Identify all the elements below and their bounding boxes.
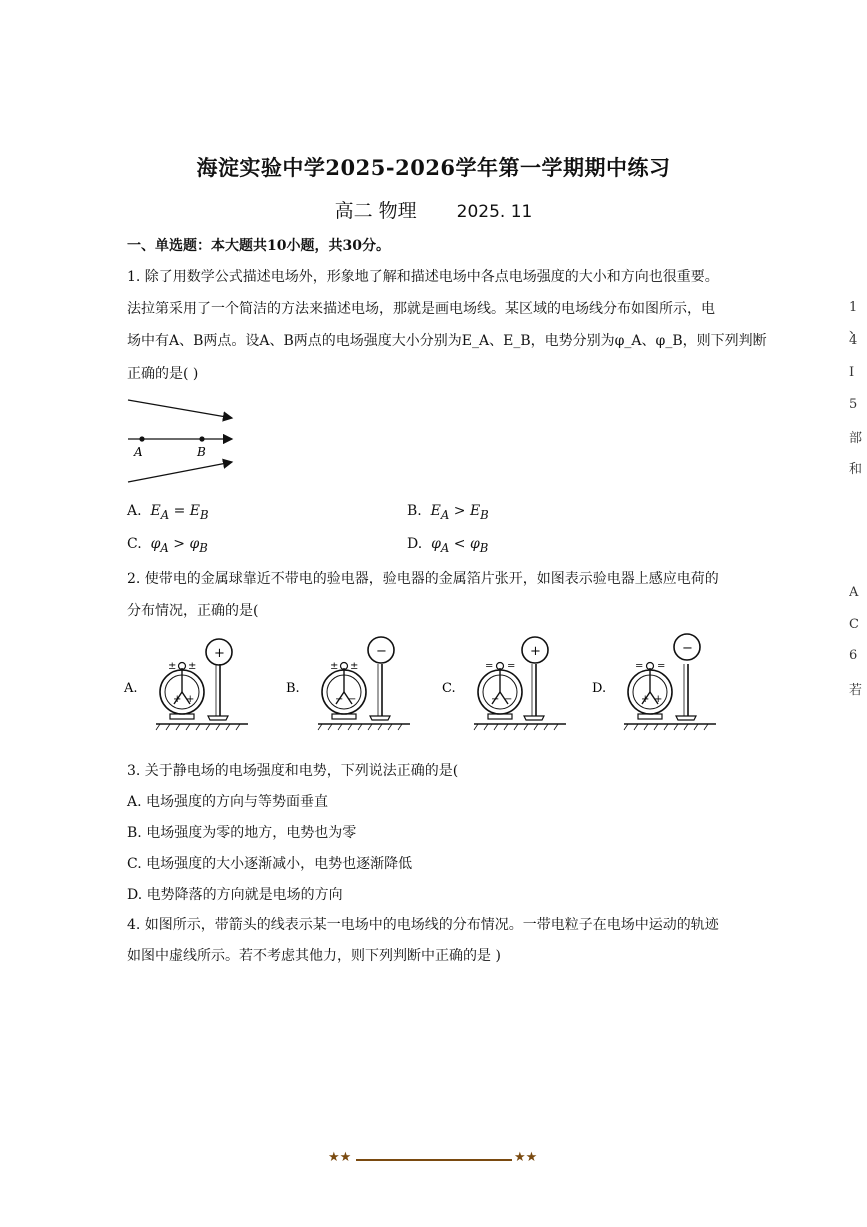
electroscope-option-a (123, 639, 248, 730)
q2-option-c-label: C. (442, 681, 456, 696)
svg-text:+: + (186, 694, 195, 705)
ball-sign-a: + (214, 646, 225, 661)
grade-subject: 高二 物理 (334, 200, 417, 222)
point-a-dot (139, 436, 144, 441)
point-b-label: B (197, 445, 206, 459)
q1-option-b-label: B. (407, 503, 422, 519)
svg-text:±: ± (168, 661, 177, 672)
edge-fragment: 4 (849, 333, 858, 348)
electroscope-option-d (592, 634, 716, 730)
edge-fragment: 和 (849, 462, 863, 477)
page-subtitle (0, 196, 867, 223)
q2-electroscope-figures (120, 630, 730, 740)
svg-text:=: = (485, 661, 494, 672)
q3-stem: 3. 关于静电场的电场强度和电势，下列说法正确的是( (127, 763, 459, 779)
q1-line-2: 法拉第采用了一个简洁的方法来描述电场，那就是画电场线。某区域的电场线分布如图所示，电 (127, 301, 715, 317)
edge-fragment: 若 (849, 683, 863, 698)
q3-option-d[interactable]: D. 电势降落的方向就是电场的方向 (127, 887, 343, 903)
field-line-bottom (128, 462, 232, 482)
edge-fragment: A (849, 585, 859, 600)
q1-option-a-label: A. (127, 503, 142, 519)
edge-fragment: 部 (849, 431, 863, 446)
footer-stars-right: ★★ (514, 1150, 538, 1165)
q1-option-d[interactable]: D. $\varphi_A < \varphi_B$ (407, 536, 489, 555)
edge-fragment: 1 (849, 300, 858, 315)
q1-option-d-label: D. (407, 536, 423, 552)
page-title: 海淀实验中学2025-2026学年第一学期期中练习 (196, 155, 671, 180)
edge-fragment: 5 (849, 397, 858, 412)
ball-sign-d: − (682, 641, 693, 656)
svg-text:=: = (635, 661, 644, 672)
svg-text:±: ± (350, 661, 359, 672)
footer-rule (356, 1159, 512, 1161)
exam-date: 2025. 11 (456, 202, 533, 222)
svg-text:−: − (335, 694, 344, 705)
svg-text:+: + (641, 694, 650, 705)
point-a-label: A (134, 445, 143, 459)
edge-fragment: 6 (849, 648, 858, 663)
field-line-top (128, 400, 232, 418)
q1-option-c[interactable]: C. $\varphi_A > \varphi_B$ (127, 536, 208, 555)
q2-option-a-label: A. (124, 681, 138, 696)
q1-line-4: 正确的是( ) (127, 366, 199, 382)
q4-line-1: 4. 如图所示，带箭头的线表示某一电场中的电场线的分布情况。一带电粒子在电场中运动的轨迹 (127, 917, 719, 933)
q1-option-b[interactable]: B. $E_A > E_B$ (407, 503, 489, 522)
q1-option-c-label: C. (127, 536, 142, 552)
q1-line-1: 1. 除了用数学公式描述电场外，形象地了解和描述电场中各点电场强度的大小和方向也很重要。 (127, 269, 719, 285)
q3-option-b[interactable]: B. 电场强度为零的地方，电势也为零 (127, 825, 357, 841)
q4-line-2: 如图中虚线所示。若不考虑其他力，则下列判断中正确的是 ) (127, 948, 501, 964)
footer-ornament (328, 1150, 540, 1168)
edge-fragment: I (849, 365, 855, 380)
svg-text:=: = (507, 661, 516, 672)
svg-text:+: + (173, 694, 182, 705)
svg-text:±: ± (330, 661, 339, 672)
svg-text:−: − (348, 694, 357, 705)
electroscope-option-c (442, 637, 566, 730)
q2-option-d-label: D. (592, 681, 607, 696)
footer-stars-left: ★★ (328, 1150, 352, 1165)
ball-sign-c: + (530, 644, 541, 659)
edge-fragment: C (849, 617, 859, 632)
q2-line-1: 2. 使带电的金属球靠近不带电的验电器，验电器的金属箔片张开，如图表示验电器上感应电荷的 (127, 571, 719, 587)
q1-field-lines-figure (120, 390, 250, 490)
q2-option-b-label: B. (286, 681, 300, 696)
edge-fragment: 、 (849, 322, 863, 337)
svg-text:+: + (654, 694, 663, 705)
svg-text:−: − (504, 694, 513, 705)
svg-text:±: ± (188, 661, 197, 672)
point-b-dot (199, 436, 204, 441)
q3-option-a[interactable]: A. 电场强度的方向与等势面垂直 (127, 794, 329, 810)
q2-line-2: 分布情况，正确的是( (127, 603, 259, 619)
section-heading: 一、单选题：本大题共10小题，共30分。 (127, 238, 390, 254)
q1-option-a[interactable]: A. $E_A = E_B$ (127, 503, 209, 522)
svg-text:=: = (657, 661, 666, 672)
ball-sign-b: − (376, 644, 387, 659)
svg-text:−: − (491, 694, 500, 705)
q3-option-c[interactable]: C. 电场强度的大小逐渐减小，电势也逐渐降低 (127, 856, 413, 872)
q1-line-3: 场中有A、B两点。设A、B两点的电场强度大小分别为E_A、E_B，电势分别为φ_A、φ_B，则下列判断 (127, 333, 767, 349)
electroscope-option-b (286, 637, 410, 730)
